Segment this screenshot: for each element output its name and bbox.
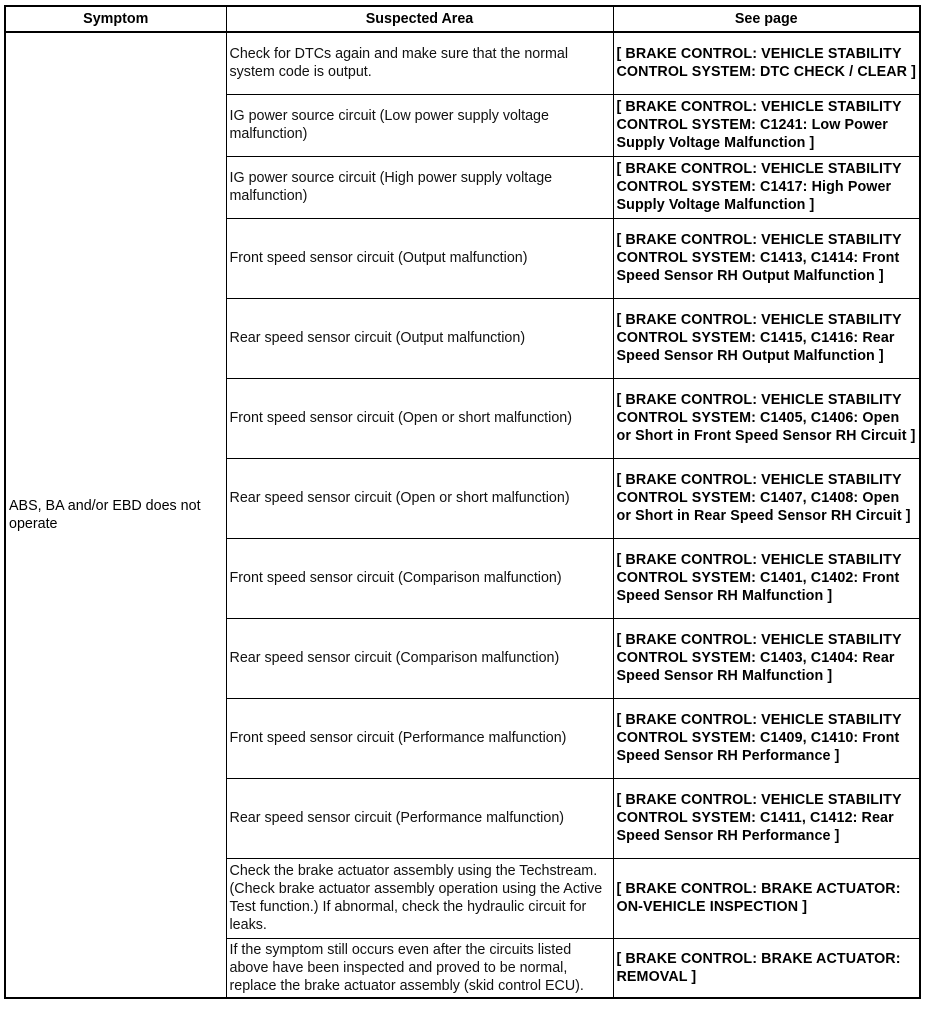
suspected-area-cell: IG power source circuit (Low power supply voltage malfunction) xyxy=(226,94,613,156)
see-page-link[interactable]: [ BRAKE CONTROL: VEHICLE STABILITY CONTROL SYSTEM: DTC CHECK / CLEAR ] xyxy=(613,32,920,94)
see-page-link[interactable]: [ BRAKE CONTROL: VEHICLE STABILITY CONTROL SYSTEM: C1403, C1404: Rear Speed Sensor RH Malfunction ] xyxy=(613,618,920,698)
suspected-area-cell: Rear speed sensor circuit (Comparison malfunction) xyxy=(226,618,613,698)
see-page-link[interactable]: [ BRAKE CONTROL: BRAKE ACTUATOR: REMOVAL ] xyxy=(613,938,920,998)
see-page-link[interactable]: [ BRAKE CONTROL: VEHICLE STABILITY CONTROL SYSTEM: C1411, C1412: Rear Speed Sensor RH Performance ] xyxy=(613,778,920,858)
header-row xyxy=(5,6,920,32)
suspected-area-cell: Rear speed sensor circuit (Performance malfunction) xyxy=(226,778,613,858)
suspected-area-cell: IG power source circuit (High power supply voltage malfunction) xyxy=(226,156,613,218)
see-page-link[interactable]: [ BRAKE CONTROL: VEHICLE STABILITY CONTROL SYSTEM: C1241: Low Power Supply Voltage Malfunction ] xyxy=(613,94,920,156)
troubleshooting-table-container xyxy=(4,5,919,999)
troubleshooting-table xyxy=(4,5,921,999)
suspected-area-cell: Rear speed sensor circuit (Open or short malfunction) xyxy=(226,458,613,538)
see-page-link[interactable]: [ BRAKE CONTROL: VEHICLE STABILITY CONTROL SYSTEM: C1401, C1402: Front Speed Sensor RH Malfunction ] xyxy=(613,538,920,618)
suspected-area-cell: Check the brake actuator assembly using the Techstream. (Check brake actuator assembly operation using the Active Test function.) If abnormal, check the hydraulic circuit for leaks. xyxy=(226,858,613,938)
see-page-link[interactable]: [ BRAKE CONTROL: VEHICLE STABILITY CONTROL SYSTEM: C1417: High Power Supply Voltage Malfunction ] xyxy=(613,156,920,218)
see-page-link[interactable]: [ BRAKE CONTROL: BRAKE ACTUATOR: ON-VEHICLE INSPECTION ] xyxy=(613,858,920,938)
suspected-area-cell: Check for DTCs again and make sure that the normal system code is output. xyxy=(226,32,613,94)
see-page-link[interactable]: [ BRAKE CONTROL: VEHICLE STABILITY CONTROL SYSTEM: C1415, C1416: Rear Speed Sensor RH Output Malfunction ] xyxy=(613,298,920,378)
suspected-area-cell: Front speed sensor circuit (Performance malfunction) xyxy=(226,698,613,778)
see-page-link[interactable]: [ BRAKE CONTROL: VEHICLE STABILITY CONTROL SYSTEM: C1407, C1408: Open or Short in Rear Speed Sensor RH Circuit ] xyxy=(613,458,920,538)
header-symptom: Symptom xyxy=(5,6,226,32)
suspected-area-cell: Rear speed sensor circuit (Output malfunction) xyxy=(226,298,613,378)
see-page-link[interactable]: [ BRAKE CONTROL: VEHICLE STABILITY CONTROL SYSTEM: C1409, C1410: Front Speed Sensor RH Performance ] xyxy=(613,698,920,778)
table-row xyxy=(5,32,920,94)
header-see-page: See page xyxy=(613,6,920,32)
suspected-area-cell: Front speed sensor circuit (Comparison malfunction) xyxy=(226,538,613,618)
suspected-area-cell: Front speed sensor circuit (Open or short malfunction) xyxy=(226,378,613,458)
suspected-area-cell: If the symptom still occurs even after the circuits listed above have been inspected and proved to be normal, replace the brake actuator assembly (skid control ECU). xyxy=(226,938,613,998)
symptom-cell: ABS, BA and/or EBD does not operate xyxy=(5,32,226,998)
header-suspected-area: Suspected Area xyxy=(226,6,613,32)
see-page-link[interactable]: [ BRAKE CONTROL: VEHICLE STABILITY CONTROL SYSTEM: C1413, C1414: Front Speed Sensor RH Output Malfunction ] xyxy=(613,218,920,298)
see-page-link[interactable]: [ BRAKE CONTROL: VEHICLE STABILITY CONTROL SYSTEM: C1405, C1406: Open or Short in Front Speed Sensor RH Circuit ] xyxy=(613,378,920,458)
suspected-area-cell: Front speed sensor circuit (Output malfunction) xyxy=(226,218,613,298)
